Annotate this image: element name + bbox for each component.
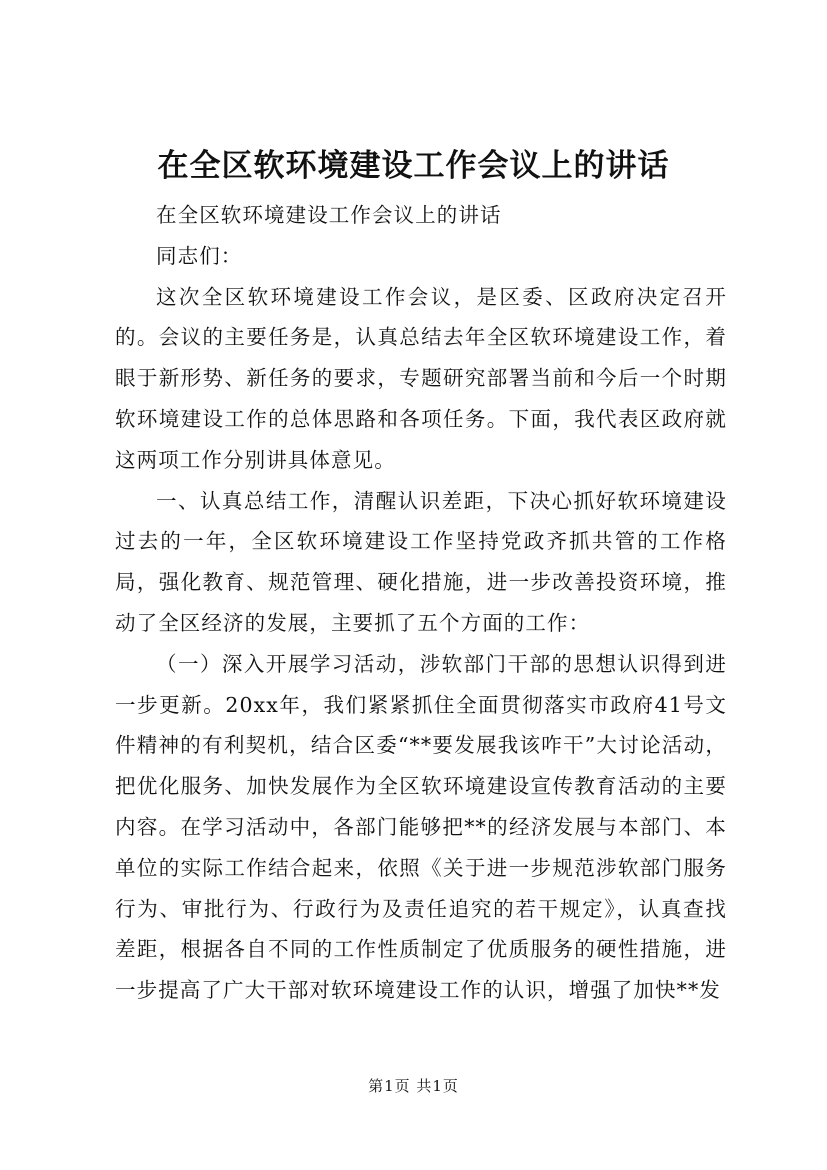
paragraph-subsection-1: （一）深入开展学习活动，涉软部门干部的思想认识得到进一步更新。20xx年，我们紧紧抓住全面贯彻落实市政府41号文件精神的有利契机，结合区委“**要发展我该咋干”大讨论活动，把优化服务、加快发展作为全区软环境建设宣传教育活动的主要内容。在学习活动中，各部门能够把**的经济发展与本部门、本单位的实际工作结合起来，依照《关于进一步规范涉软部门服务行为、审批行为、行政行为及责任追究的若干规定》，认真查找差距，根据各自不同的工作性质制定了优质服务的硬性措施，进一步提高了广大干部对软环境建设工作的认识，增强了加快**发 [115,651,727,1003]
page-footer: 第1页 共1页 [368,1077,459,1095]
document-title: 在全区软环境建设工作会议上的讲话 [157,148,670,184]
paragraph-intro: 这次全区软环境建设工作会议，是区委、区政府决定召开的。会议的主要任务是，认真总结去年全区软环境建设工作，着眼于新形势、新任务的要求，专题研究部署当前和今后一个时期软环境建设工作的总体思路和各项任务。下面，我代表区政府就这两项工作分别讲具体意见。 [115,284,727,472]
document-body [115,195,727,1011]
paragraph-section-1: 一、认真总结工作，清醒认识差距，下决心抓好软环境建设过去的一年，全区软环境建设工作坚持党政齐抓共管的工作格局，强化教育、规范管理、硬化措施，进一步改善投资环境，推动了全区经济的发展，主要抓了五个方面的工作： [115,488,727,635]
document-subtitle: 在全区软环境建设工作会议上的讲话 [156,203,502,227]
salutation: 同志们： [156,243,243,268]
